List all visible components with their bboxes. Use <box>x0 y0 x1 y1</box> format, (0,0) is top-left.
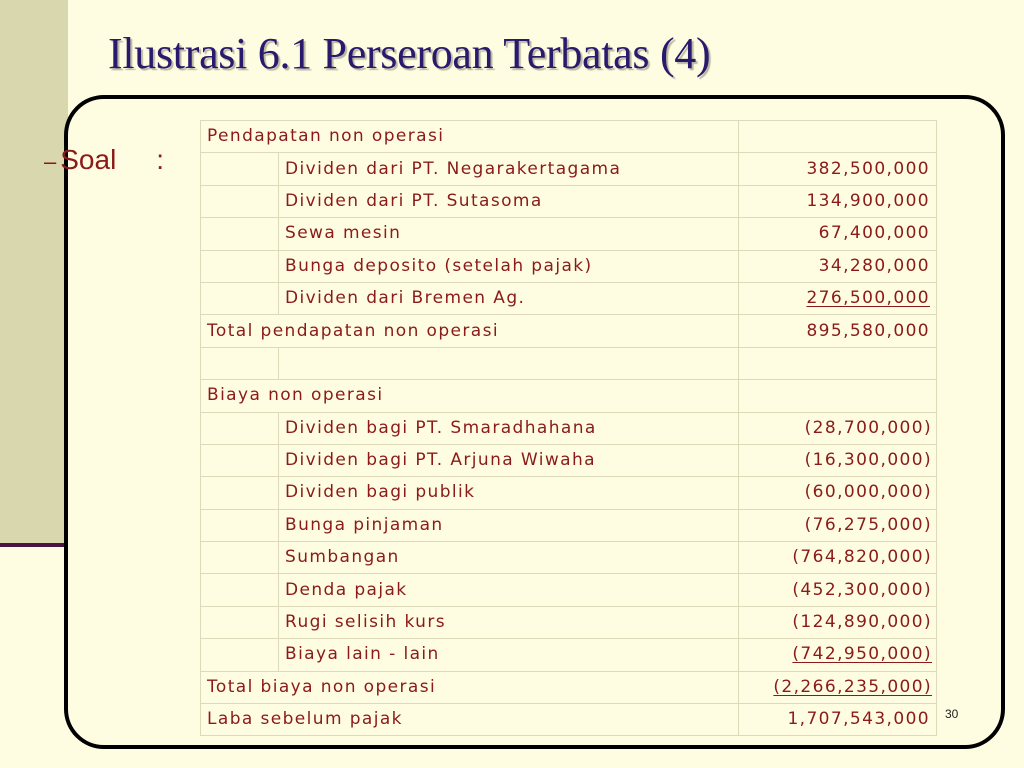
profit-before-tax-label: Laba sebelum pajak <box>201 704 739 736</box>
indent-cell <box>201 542 279 574</box>
line-item-label: Denda pajak <box>279 574 739 606</box>
line-item-amount <box>739 639 937 671</box>
line-item-label: Biaya lain - lain <box>279 639 739 671</box>
line-item-label: Sewa mesin <box>279 218 739 250</box>
line-item-amount: 67,400,000 <box>739 218 937 250</box>
table-row <box>201 282 937 314</box>
table-row <box>201 218 937 250</box>
income-statement-table <box>200 120 937 736</box>
table-row <box>201 542 937 574</box>
indent-cell <box>201 218 279 250</box>
line-item-amount: (28,700,000) <box>739 412 937 444</box>
line-item-amount: (764,820,000) <box>739 542 937 574</box>
empty-cell <box>739 347 937 379</box>
table-row <box>201 185 937 217</box>
indent-cell <box>201 282 279 314</box>
indent-cell <box>201 639 279 671</box>
indent-cell <box>201 185 279 217</box>
total-income-amount: 895,580,000 <box>739 315 937 347</box>
table-row <box>201 412 937 444</box>
line-item-amount: 34,280,000 <box>739 250 937 282</box>
table-row <box>201 639 937 671</box>
indent-cell <box>201 477 279 509</box>
indent-cell <box>201 606 279 638</box>
empty-cell <box>739 380 937 412</box>
table-row <box>201 606 937 638</box>
line-item-amount: 382,500,000 <box>739 153 937 185</box>
bullet-soal <box>44 144 164 176</box>
table-row <box>201 509 937 541</box>
line-item-label: Dividen bagi publik <box>279 477 739 509</box>
line-item-label: Dividen bagi PT. Arjuna Wiwaha <box>279 444 739 476</box>
decorative-band-rule <box>0 543 68 547</box>
indent-cell <box>201 444 279 476</box>
table-row <box>201 671 937 703</box>
table-row <box>201 121 937 153</box>
table-row <box>201 380 937 412</box>
empty-cell <box>279 347 739 379</box>
line-item-label: Sumbangan <box>279 542 739 574</box>
line-item-amount: 134,900,000 <box>739 185 937 217</box>
indent-cell <box>201 412 279 444</box>
line-item-amount: (452,300,000) <box>739 574 937 606</box>
line-item-label: Bunga deposito (setelah pajak) <box>279 250 739 282</box>
line-item-amount: (60,000,000) <box>739 477 937 509</box>
section-heading-expense: Biaya non operasi <box>201 380 739 412</box>
line-item-label: Dividen bagi PT. Smaradhahana <box>279 412 739 444</box>
bullet-label: Soal <box>60 144 117 175</box>
line-item-label: Dividen dari PT. Negarakertagama <box>279 153 739 185</box>
underlined-amount: (2,266,235,000) <box>773 676 933 697</box>
table-row <box>201 250 937 282</box>
line-item-amount: (124,890,000) <box>739 606 937 638</box>
line-item-label: Rugi selisih kurs <box>279 606 739 638</box>
line-item-label: Dividen dari PT. Sutasoma <box>279 185 739 217</box>
indent-cell <box>201 250 279 282</box>
empty-cell <box>739 121 937 153</box>
underlined-amount: 276,500,000 <box>806 288 931 309</box>
table-row <box>201 444 937 476</box>
table-row <box>201 704 937 736</box>
bullet-colon: : <box>156 144 165 175</box>
line-item-amount <box>739 282 937 314</box>
bullet-dash: – <box>44 149 57 174</box>
line-item-label: Bunga pinjaman <box>279 509 739 541</box>
total-income-label: Total pendapatan non operasi <box>201 315 739 347</box>
line-item-amount: (16,300,000) <box>739 444 937 476</box>
line-item-amount: (76,275,000) <box>739 509 937 541</box>
table-row <box>201 153 937 185</box>
slide-number: 30 <box>945 707 959 721</box>
total-expense-amount <box>739 671 937 703</box>
indent-cell <box>201 574 279 606</box>
table-row <box>201 347 937 379</box>
table-row <box>201 574 937 606</box>
profit-before-tax-amount: 1,707,543,000 <box>739 704 937 736</box>
indent-cell <box>201 153 279 185</box>
indent-cell <box>201 509 279 541</box>
section-heading-income: Pendapatan non operasi <box>201 121 739 153</box>
table-row <box>201 477 937 509</box>
underlined-amount: (742,950,000) <box>792 644 933 665</box>
slide-title: Ilustrasi 6.1 Perseroan Terbatas (4) <box>108 29 711 78</box>
line-item-label: Dividen dari Bremen Ag. <box>279 282 739 314</box>
empty-cell <box>201 347 279 379</box>
table-row <box>201 315 937 347</box>
total-expense-label: Total biaya non operasi <box>201 671 739 703</box>
decorative-side-band <box>0 0 68 546</box>
